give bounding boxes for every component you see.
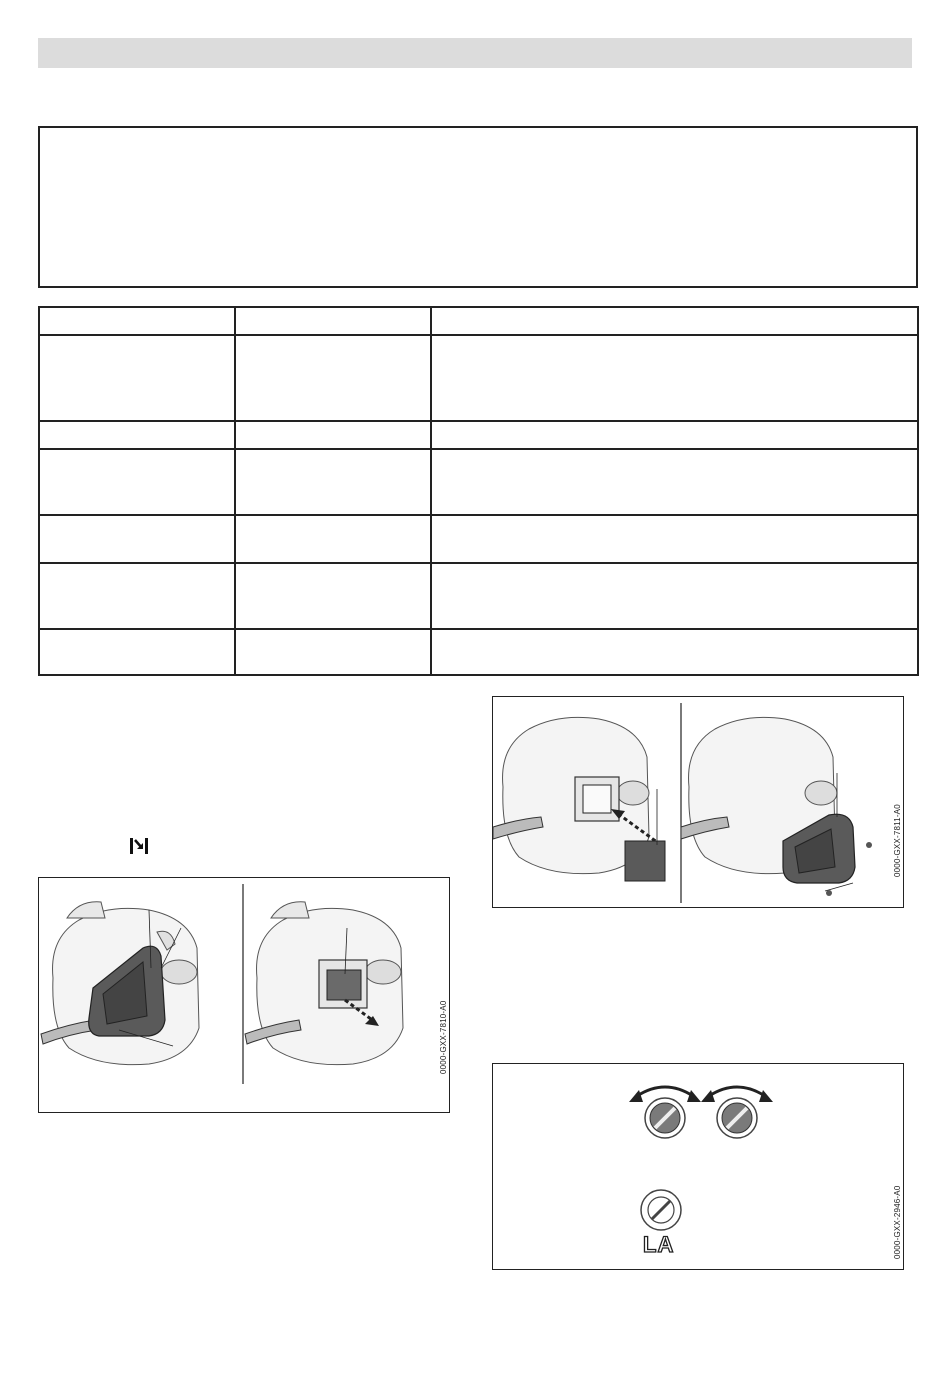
adjusting-screws-illustration: [493, 1064, 905, 1271]
adjusting-screw-icon: [645, 1098, 685, 1138]
screw-label: LA: [643, 1232, 675, 1257]
adjusting-screw-icon: [717, 1098, 757, 1138]
table-header-row: [39, 307, 918, 335]
figure-filter-removal: [38, 877, 450, 1113]
table-row: [39, 629, 918, 675]
figure-code: 0000-GXX-2946-A0: [893, 1185, 902, 1259]
figure-code: 0000-GXX-7810-A0: [439, 1000, 448, 1074]
table-row: [39, 449, 918, 515]
table-row: [39, 515, 918, 563]
table-row: [39, 335, 918, 421]
table-row: [39, 421, 918, 449]
choke-symbol-icon: [128, 836, 150, 856]
table-row: [39, 563, 918, 629]
section-header-bar: [38, 38, 912, 68]
figure-filter-installation: [492, 696, 904, 908]
air-filter-icon: [625, 841, 665, 881]
engine-illustration: [493, 697, 905, 909]
notice-box: [38, 126, 918, 288]
figure-code: 0000-GXX-7811-A0: [893, 804, 902, 877]
adjusting-screw-icon: [641, 1190, 681, 1230]
engine-illustration: [39, 878, 451, 1114]
troubleshooting-table: [38, 306, 919, 676]
figure-adjusting-screws: [492, 1063, 904, 1270]
